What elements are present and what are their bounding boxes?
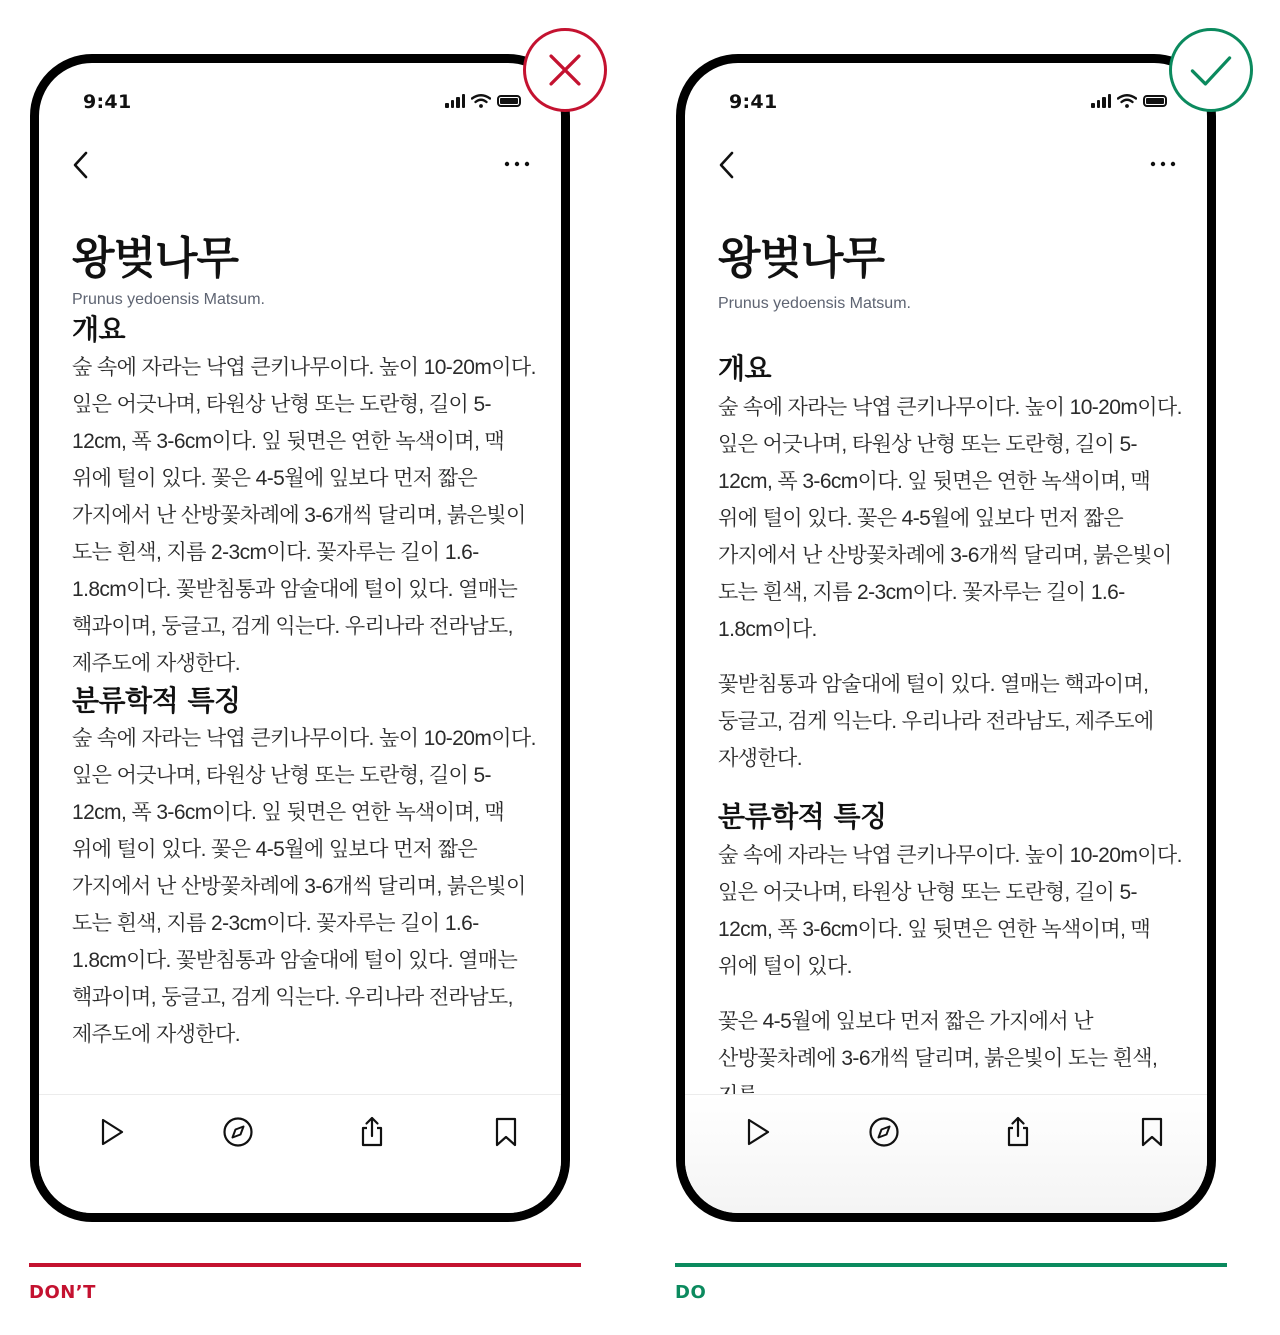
check-mark-icon — [1172, 31, 1250, 109]
tab-bookmark[interactable] — [1135, 1115, 1169, 1149]
phone-do — [676, 54, 1216, 1222]
page-title: 왕벚나무 — [718, 233, 885, 284]
tab-bookmark[interactable] — [489, 1115, 523, 1149]
do-caption: DO — [675, 1282, 707, 1303]
status-bar — [729, 91, 1167, 115]
wifi-icon — [1117, 94, 1137, 108]
overview-paragraph: 숲 속에 자라는 낙엽 큰키나무이다. 높이 10-20m이다. 잎은 어긋나며, 타원상 난형 또는 도란형, 길이 5-12cm, 폭 3-6cm이다. 잎 뒷면은 연한 녹색이며, 맥 위에 털이 있다. 꽃은 4-5월에 잎보다 먼저 짧은 가지에서 난 산방꽃차례에 3-6개씩 달리며, 붉은빛이 도는 흰색, 지름 2-3cm이다. 꽃자루는 길이 1.6-1.8cm이다. 꽃받침통과 암술대에 털이 있다. 열매는 핵과이며, 둥글고, 검게 익는다. 우리나라 전라남도, 제주도에 자생한다. — [72, 356, 536, 675]
taxonomy-paragraph-2: 꽃은 4-5월에 잎보다 먼저 짧은 가지에서 난 산방꽃차례에 3-6개씩 달리며, 붉은빛이 도는 흰색, — [718, 1010, 1158, 1070]
tab-explore[interactable] — [867, 1115, 901, 1149]
share-icon — [355, 1115, 389, 1149]
chevron-left-icon[interactable] — [69, 149, 93, 181]
tab-play[interactable] — [741, 1115, 775, 1149]
status-icons — [1091, 94, 1167, 108]
phone-dont — [30, 54, 570, 1222]
overview-paragraph-1: 숲 속에 자라는 낙엽 큰키나무이다. 높이 10-20m이다. 잎은 어긋나며, 타원상 난형 또는 도란형, 길이 5-12cm, 폭 3-6cm이다. 잎 뒷면은 연한 녹색이며, 맥 위에 털이 있다. 꽃은 4-5월에 잎보다 먼저 짧은 가지에서 난 산방꽃차례에 3-6개씩 달리며, 붉은빛이 도는 흰색, 지름 2-3cm이다. 꽃자루는 길이 1.6-1.8cm이다. — [718, 396, 1182, 641]
dont-rule — [29, 1263, 581, 1267]
status-time: 9:41 — [729, 91, 778, 113]
tab-bar — [39, 1094, 561, 1213]
wifi-icon — [471, 94, 491, 108]
scientific-name: Prunus yedoensis Matsum. — [72, 291, 265, 308]
battery-icon — [1143, 95, 1167, 107]
section-heading-taxonomy: 분류학적 특징 — [718, 800, 887, 833]
signal-icon — [1091, 94, 1111, 108]
play-icon — [95, 1115, 129, 1149]
compass-icon — [867, 1115, 901, 1149]
page-title: 왕벚나무 — [72, 233, 239, 284]
status-icons — [445, 94, 521, 108]
more-dots-icon[interactable] — [1149, 159, 1177, 169]
battery-icon — [497, 95, 521, 107]
chevron-left-icon[interactable] — [715, 149, 739, 181]
compass-icon — [221, 1115, 255, 1149]
bookmark-icon — [1135, 1115, 1169, 1149]
tab-play[interactable] — [95, 1115, 129, 1149]
tab-share[interactable] — [355, 1115, 389, 1149]
article-content — [72, 231, 542, 1053]
x-mark-icon — [526, 31, 604, 109]
do-rule — [675, 1263, 1227, 1267]
tab-share[interactable] — [1001, 1115, 1035, 1149]
signal-icon — [445, 94, 465, 108]
article-content — [718, 231, 1188, 1114]
bookmark-icon — [489, 1115, 523, 1149]
taxonomy-paragraph-1: 숲 속에 자라는 낙엽 큰키나무이다. 높이 10-20m이다. 잎은 어긋나며, 타원상 난형 또는 도란형, 길이 5-12cm, 폭 3-6cm이다. 잎 뒷면은 연한 녹색이며, 맥 위에 털이 있다. — [718, 844, 1182, 978]
taxonomy-paragraph: 숲 속에 자라는 낙엽 큰키나무이다. 높이 10-20m이다. 잎은 어긋나며, 타원상 난형 또는 도란형, 길이 5-12cm, 폭 3-6cm이다. 잎 뒷면은 연한 녹색이며, 맥 위에 털이 있다. 꽃은 4-5월에 잎보다 먼저 짧은 가지에서 난 산방꽃차례에 3-6개씩 달리며, 붉은빛이 도는 흰색, 지름 2-3cm이다. 꽃자루는 길이 1.6-1.8cm이다. 꽃받침통과 암술대에 털이 있다. 열매는 핵과이며, 둥글고, 검게 익는다. 우리나라 전라남도, 제주도에 자생한다. — [72, 727, 536, 1046]
more-dots-icon[interactable] — [503, 159, 531, 169]
play-icon — [741, 1115, 775, 1149]
section-heading-overview: 개요 — [72, 313, 126, 346]
tab-bar — [685, 1094, 1207, 1213]
status-time: 9:41 — [83, 91, 132, 113]
status-bar — [83, 91, 521, 115]
section-heading-overview: 개요 — [718, 352, 772, 385]
overview-paragraph-2: 꽃받침통과 암술대에 털이 있다. 열매는 핵과이며, 둥글고, 검게 익는다. 우리나라 전라남도, 제주도에 자생한다. — [718, 673, 1154, 770]
dont-caption: DON’T — [29, 1282, 96, 1303]
share-icon — [1001, 1115, 1035, 1149]
section-heading-taxonomy: 분류학적 특징 — [72, 684, 241, 717]
do-badge — [1169, 28, 1253, 112]
dont-badge — [523, 28, 607, 112]
scientific-name: Prunus yedoensis Matsum. — [718, 295, 911, 312]
tab-explore[interactable] — [221, 1115, 255, 1149]
